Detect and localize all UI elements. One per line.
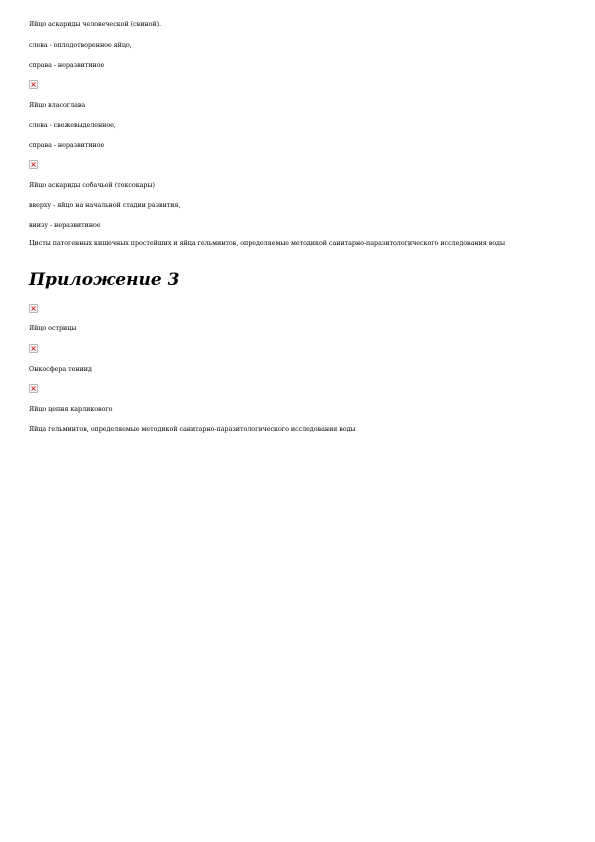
caption-bottom-undeveloped: внизу - неразвитиное [29,221,101,229]
caption-pinworm-egg: Яйцо острицы [29,324,77,332]
caption-whipworm-egg: Яйцо власоглава [29,101,86,109]
broken-image-icon [29,384,38,393]
broken-image-icon [29,160,38,169]
caption-right-undeveloped: справа - неразвитиное [29,61,105,69]
caption-dwarf-tapeworm-egg: Яйцо цепня карликового [29,405,113,413]
broken-image-icon [29,80,38,89]
caption-helminth-eggs: Яйца гельминтов, определяемые методикой санитарно-паразитологического исследования воды [29,425,356,433]
caption-top-initial-stage: вверху - яйцо на начальной стадии развития, [29,201,181,209]
broken-image-icon [29,344,38,353]
appendix-heading: Приложение 3 [29,270,180,290]
caption-left-fertilized: слева - оплодотворенное яйцо, [29,41,132,49]
caption-oncosphere: Онкосфера тениид [29,365,92,373]
broken-image-icon [29,304,38,313]
caption-right-undeveloped: справа - неразвитиное [29,141,105,149]
caption-cysts-and-eggs: Цисты патогенных кишечных простейших и яйца гельминтов, определяемые методикой санитарно-паразитологического исследования воды [29,239,505,247]
caption-toxocara-egg: Яйцо аскариды собачьей (токсокары) [29,181,155,189]
caption-left-fresh: слева - свежевыделенное, [29,121,116,129]
caption-roundworm-egg: Яйцо аскариды человеческой (свиной). [29,20,162,28]
